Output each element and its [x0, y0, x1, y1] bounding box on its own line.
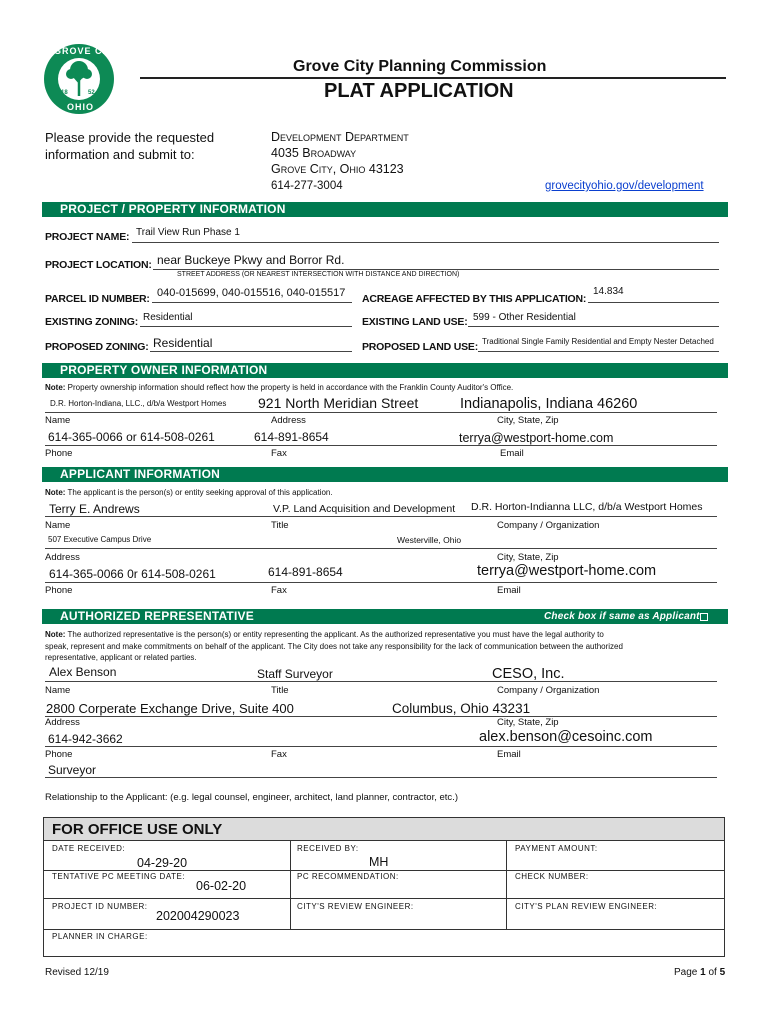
representative-city-label: City, State, Zip: [497, 717, 559, 728]
pc-meeting-date-label: TENTATIVE PC MEETING DATE:: [52, 872, 186, 881]
applicant-row3-line: [45, 582, 717, 583]
applicant-name-label: Name: [45, 520, 71, 531]
page-current: 1: [700, 967, 706, 978]
dept-line-1: Development Department: [271, 130, 409, 144]
existing-land-use-line: [468, 326, 719, 327]
project-name-label: PROJECT NAME:: [45, 231, 130, 243]
proposed-land-use-line: [478, 351, 719, 352]
project-location-input[interactable]: near Buckeye Pkwy and Borror Rd.: [157, 253, 345, 267]
representative-address-input[interactable]: 2800 Corperate Exchange Drive, Suite 400: [46, 701, 294, 716]
representative-fax-label: Fax: [271, 749, 287, 760]
owner-fax-label: Fax: [271, 448, 287, 459]
acreage-input[interactable]: 14.834: [593, 286, 624, 297]
owner-name-label: Name: [45, 415, 71, 426]
page-of: of: [705, 967, 720, 978]
section-band-applicant: [42, 467, 728, 482]
office-divider-1: [290, 841, 291, 929]
applicant-company-label: Company / Organization: [497, 520, 600, 531]
proposed-zoning-line: [150, 351, 352, 352]
page-total: 5: [719, 967, 726, 978]
project-location-label: PROJECT LOCATION:: [45, 259, 152, 271]
office-divider-2: [506, 841, 507, 929]
representative-title-label: Title: [271, 685, 289, 696]
acreage-label: ACREAGE AFFECTED BY THIS APPLICATION:: [362, 293, 587, 305]
city-logo: [42, 42, 120, 116]
office-use-header: [44, 818, 724, 841]
owner-address-label: Address: [271, 415, 306, 426]
applicant-fax-input[interactable]: 614-891-8654: [268, 565, 343, 579]
received-by-input[interactable]: MH: [369, 855, 389, 869]
pc-meeting-date-input[interactable]: 06-02-20: [196, 879, 247, 893]
parcel-id-line: [152, 302, 352, 303]
proposed-zoning-input[interactable]: Residential: [153, 336, 213, 350]
dept-line-2: 4035 Broadway: [271, 146, 357, 160]
applicant-note-text: The applicant is the person(s) or entity seeking approval of this application.: [65, 488, 333, 497]
page-prefix: Page: [674, 967, 701, 978]
representative-company-label: Company / Organization: [497, 685, 600, 696]
applicant-email-label: Email: [497, 585, 521, 596]
applicant-phone-label: Phone: [45, 585, 73, 596]
review-engineer-label: CITY'S REVIEW ENGINEER:: [297, 902, 414, 911]
owner-phone-label: Phone: [45, 448, 73, 459]
logo-year-right: 52: [88, 90, 95, 96]
office-use-box: [43, 817, 725, 957]
relationship-label: Relationship to the Applicant: (e.g. legal counsel, engineer, architect, land planner, contractor, etc.): [45, 792, 458, 803]
section-title-applicant: APPLICANT INFORMATION: [60, 467, 220, 481]
section-title-owner: PROPERTY OWNER INFORMATION: [60, 363, 268, 377]
payment-amount-label: PAYMENT AMOUNT:: [515, 844, 598, 853]
owner-email-input[interactable]: terrya@westport-home.com: [459, 431, 614, 445]
check-number-label: CHECK NUMBER:: [515, 872, 589, 881]
applicant-email-input[interactable]: terrya@westport-home.com: [477, 563, 657, 579]
owner-email-label: Email: [500, 448, 524, 459]
owner-note-text: Property ownership information should reflect how the property is held in accordance with the Franklin County Auditor's Office.: [65, 383, 514, 392]
relationship-input[interactable]: Surveyor: [48, 763, 97, 777]
representative-email-input[interactable]: alex.benson@cesoinc.com: [479, 729, 653, 745]
date-received-input[interactable]: 04-29-20: [137, 856, 188, 870]
representative-note-line-3: representative, applicant or related parties.: [45, 653, 197, 662]
proposed-zoning-label: PROPOSED ZONING:: [45, 341, 149, 353]
existing-land-use-input[interactable]: 599 - Other Residential: [473, 312, 576, 323]
office-row-rule-1: [44, 870, 724, 871]
representative-row1-line: [45, 681, 717, 682]
representative-phone-input[interactable]: 614-942-3662: [48, 732, 123, 746]
owner-address-input[interactable]: 921 North Meridian Street: [258, 395, 419, 411]
instruction-line-1: Please provide the requested: [45, 130, 215, 145]
owner-phone-input[interactable]: 614-365-0066 or 614-508-0261: [48, 430, 215, 444]
relationship-line: [45, 777, 717, 778]
dept-phone: 614-277-3004: [271, 180, 343, 192]
office-use-title: FOR OFFICE USE ONLY: [52, 821, 223, 838]
representative-note-text: The authorized representative is the person(s) or entity representing the applicant. As the authorized representative you must have the legal authority to: [65, 630, 604, 639]
revised-date: Revised 12/19: [45, 967, 109, 978]
applicant-address-label: Address: [45, 552, 80, 563]
representative-row3-line: [45, 746, 717, 747]
existing-zoning-line: [140, 326, 352, 327]
applicant-row1-line: [45, 516, 717, 517]
received-by-label: RECEIVED BY:: [297, 844, 359, 853]
representative-note-line-1: [45, 630, 604, 639]
applicant-city-input[interactable]: Westerville, Ohio: [397, 535, 462, 545]
owner-note: [45, 383, 513, 392]
page-number: [674, 967, 725, 978]
parcel-id-label: PARCEL ID NUMBER:: [45, 293, 150, 305]
section-band-representative: [42, 609, 728, 624]
applicant-company-input[interactable]: D.R. Horton-Indianna LLC, d/b/a Westport Homes: [471, 501, 703, 513]
representative-title-input[interactable]: Staff Surveyor: [257, 667, 333, 681]
applicant-note: [45, 488, 333, 497]
project-id-label: PROJECT ID NUMBER:: [52, 902, 148, 911]
instruction-line-2: information and submit to:: [45, 147, 195, 162]
section-band-owner: [42, 363, 728, 378]
representative-name-input[interactable]: Alex Benson: [49, 665, 117, 679]
representative-phone-label: Phone: [45, 749, 73, 760]
owner-city-label: City, State, Zip: [497, 415, 559, 426]
owner-city-input[interactable]: Indianapolis, Indiana 46260: [460, 396, 638, 412]
applicant-row2-line: [45, 548, 717, 549]
logo-year-left: 18: [61, 90, 68, 96]
logo-text-bottom: OHIO: [67, 102, 95, 112]
applicant-city-label: City, State, Zip: [497, 552, 559, 563]
existing-zoning-label: EXISTING ZONING:: [45, 316, 139, 328]
owner-row2-line: [45, 445, 717, 446]
office-row-rule-2: [44, 898, 724, 899]
form-title: PLAT APPLICATION: [324, 80, 514, 102]
same-as-applicant-checkbox[interactable]: [700, 613, 708, 621]
same-as-applicant-label: Check box if same as Applicant: [544, 611, 700, 622]
planner-in-charge-label: PLANNER IN CHARGE:: [52, 932, 148, 941]
section-title-project: PROJECT / PROPERTY INFORMATION: [60, 202, 286, 216]
parcel-id-input[interactable]: 040-015699, 040-015516, 040-015517: [157, 287, 346, 299]
project-name-line: [132, 242, 719, 243]
applicant-name-input[interactable]: Terry E. Andrews: [49, 502, 140, 516]
representative-row2-line: [45, 716, 717, 717]
office-row-rule-3: [44, 929, 724, 930]
representative-name-label: Name: [45, 685, 71, 696]
applicant-title-input[interactable]: V.P. Land Acquisition and Development: [273, 503, 456, 515]
logo-text-top: GROVE CITY: [54, 46, 120, 56]
org-name: Grove City Planning Commission: [293, 58, 547, 75]
applicant-note-bold: Note:: [45, 488, 66, 497]
applicant-fax-label: Fax: [271, 585, 287, 596]
dept-line-3: Grove City, Ohio 43123: [271, 162, 404, 176]
project-name-input[interactable]: Trail View Run Phase 1: [136, 227, 240, 238]
applicant-title-label: Title: [271, 520, 289, 531]
dept-website-link[interactable]: grovecityohio.gov/development: [545, 180, 704, 192]
existing-land-use-label: EXISTING LAND USE:: [362, 316, 468, 328]
pc-recommendation-label: PC RECOMMENDATION:: [297, 872, 399, 881]
project-location-line: [153, 269, 719, 270]
representative-email-label: Email: [497, 749, 521, 760]
project-id-input[interactable]: 202004290023: [156, 909, 240, 923]
section-band-project: [42, 202, 728, 217]
representative-company-input[interactable]: CESO, Inc.: [492, 666, 565, 682]
existing-zoning-input[interactable]: Residential: [143, 312, 193, 323]
owner-fax-input[interactable]: 614-891-8654: [254, 430, 329, 444]
plan-review-engineer-label: CITY'S PLAN REVIEW ENGINEER:: [515, 902, 658, 911]
proposed-land-use-label: PROPOSED LAND USE:: [362, 341, 478, 353]
date-received-label: DATE RECEIVED:: [52, 844, 126, 853]
representative-city-input[interactable]: Columbus, Ohio 43231: [392, 701, 531, 716]
owner-name-input[interactable]: D.R. Horton-Indiana, LLC., d/b/a Westport Homes: [50, 399, 227, 408]
owner-row1-line: [45, 412, 717, 413]
section-title-representative: AUTHORIZED REPRESENTATIVE: [60, 609, 254, 623]
acreage-line: [588, 302, 719, 303]
proposed-land-use-input[interactable]: Traditional Single Family Residential and Empty Nester Detached: [482, 337, 714, 346]
owner-note-bold: Note:: [45, 383, 66, 392]
representative-note-line-2: speak, represent and make commitments on behalf of the applicant. The City does not take any responsibility for the lack of communication between the authorized: [45, 642, 623, 651]
project-location-hint: STREET ADDRESS (OR NEAREST INTERSECTION WITH DISTANCE AND DIRECTION): [177, 271, 460, 278]
representative-address-label: Address: [45, 717, 80, 728]
applicant-address-input[interactable]: 507 Executive Campus Drive: [48, 535, 152, 544]
representative-note-bold: Note:: [45, 630, 66, 639]
header-rule: [140, 77, 726, 79]
applicant-phone-input[interactable]: 614-365-0066 0r 614-508-0261: [49, 567, 216, 581]
